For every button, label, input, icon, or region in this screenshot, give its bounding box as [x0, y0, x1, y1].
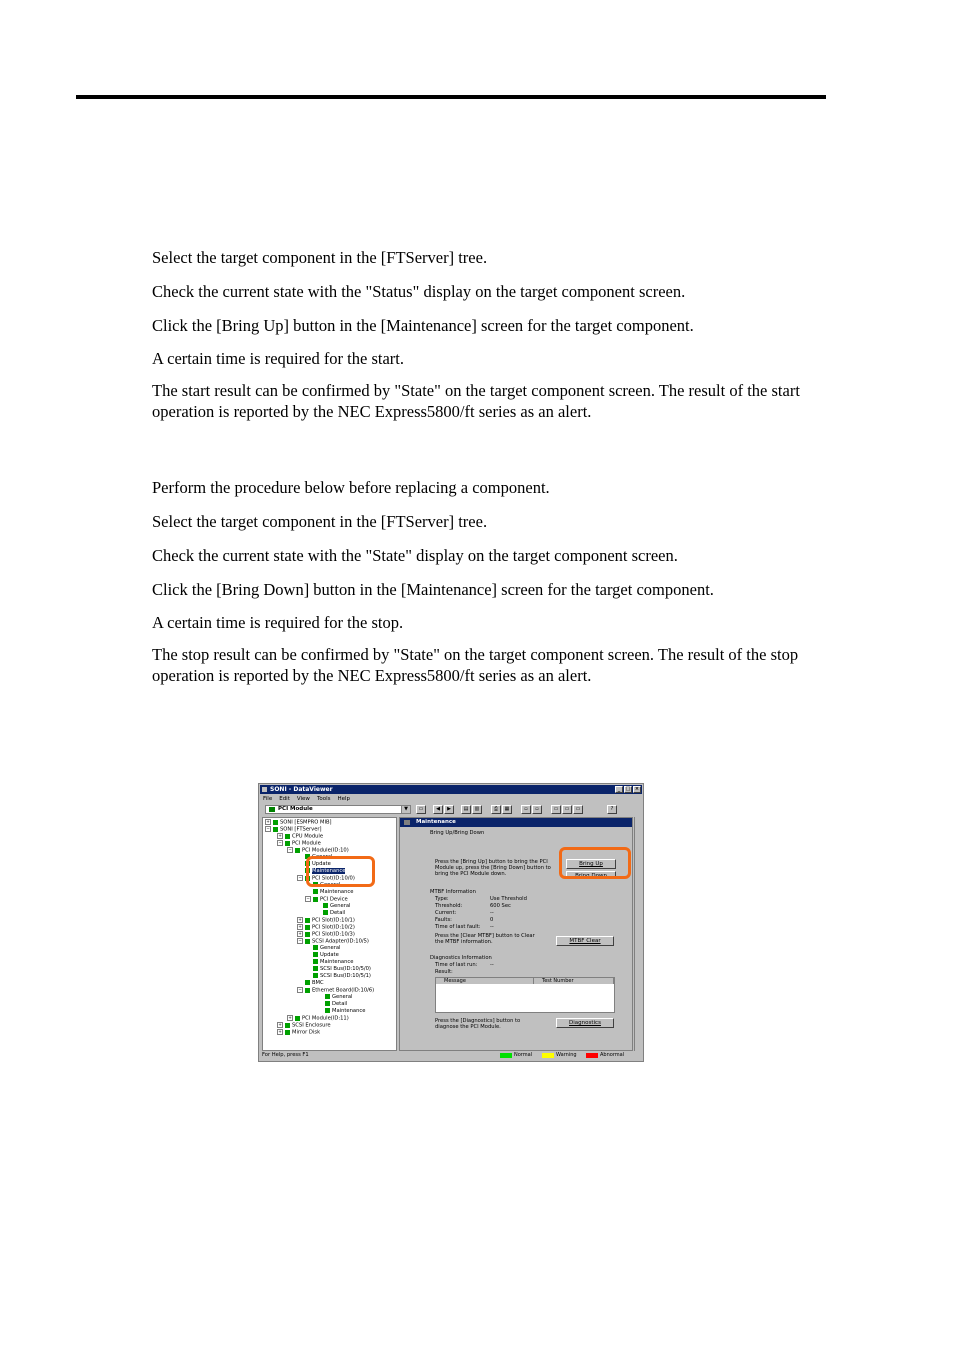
tree-node[interactable]: Maintenance — [313, 889, 353, 895]
tree-node[interactable]: Detail — [323, 910, 345, 916]
tree-node[interactable]: General — [313, 945, 340, 951]
tree-node[interactable]: + PCI Module(ID:11) — [288, 1015, 349, 1022]
normal-swatch — [500, 1053, 512, 1058]
bring-up-button[interactable]: Bring Up — [566, 859, 616, 869]
mtbf-key: Faults: — [435, 917, 452, 923]
diag-result-label: Result: — [435, 969, 453, 975]
col-message[interactable]: Message — [436, 978, 534, 984]
tree-node[interactable]: General — [305, 854, 332, 860]
diag-time-label: Time of last run: — [435, 962, 478, 968]
ftserver-tree — [262, 817, 397, 1051]
highlight-bring-up-button — [559, 847, 631, 879]
forward-icon[interactable]: ▶ — [444, 805, 454, 814]
mtbf-clear-text: the MTBF information. — [435, 939, 493, 945]
folder-icon[interactable]: ▭ — [416, 805, 426, 814]
pane-title: Maintenance — [416, 819, 456, 825]
maximize-button[interactable]: □ — [625, 786, 631, 792]
tree-node[interactable]: SCSI Bus(ID:10/5/1) — [313, 973, 371, 979]
paste-icon[interactable]: ▥ — [472, 805, 482, 814]
header-rule — [76, 95, 826, 99]
tree-node[interactable]: Update — [313, 952, 339, 958]
module-icon — [269, 807, 275, 812]
help-icon[interactable]: ? — [607, 805, 617, 814]
bring-down-button[interactable]: Bring Down — [566, 871, 616, 879]
toolbar — [263, 804, 639, 815]
step-text: Click the [Bring Up] button in the [Maintenance] screen for the target component. — [152, 316, 694, 335]
bring-text: Press the [Bring Up] button to bring the PCI — [435, 859, 548, 865]
legend-abnormal: Abnormal — [586, 1052, 624, 1059]
tree-node[interactable]: + SONI [ESMPRO MIB] — [266, 819, 332, 826]
menu-help[interactable]: Help — [337, 796, 351, 802]
tree-node[interactable]: − PCI Module(ID:10) — [288, 847, 349, 854]
step-text: The start result can be confirmed by "State" on the target component screen. The result of the start operation is reported by the NEC Express5800/ft series as an alert. — [152, 381, 800, 421]
app-icon — [262, 787, 267, 792]
step-text: Click the [Bring Down] button in the [Maintenance] screen for the target component. — [152, 580, 714, 599]
step-text: The stop result can be confirmed by "State" on the target component screen. The result of the stop operation is reported by the NEC Express5800/ft series as an alert. — [152, 645, 799, 685]
bring-text: bring the PCI Module down. — [435, 871, 507, 877]
tree-node[interactable]: + Mirror Disk — [278, 1029, 321, 1036]
diag-results-table[interactable] — [435, 977, 615, 1013]
step-text: Select the target component in the [FTServer] tree. — [152, 512, 488, 531]
window-titlebar — [260, 785, 642, 794]
intro-text: Perform the procedure below before replacing a component. — [152, 478, 550, 497]
tool-icon[interactable]: ▫ — [521, 805, 531, 814]
pane-header — [400, 818, 632, 827]
maintenance-icon — [404, 820, 410, 825]
tree-node[interactable]: Maintenance — [325, 1008, 365, 1014]
view-icon[interactable]: ▭ — [573, 805, 583, 814]
dataviewer-window — [258, 783, 644, 1062]
component-combo[interactable] — [265, 805, 411, 814]
mtbf-key: Threshold: — [435, 903, 463, 909]
mtbf-clear-text: Press the [Clear MTBF] button to Clear — [435, 933, 535, 939]
tree-node[interactable]: + PCI Slot(ID:10/2) — [298, 924, 355, 931]
minimize-button[interactable]: _ — [615, 786, 623, 793]
tree-node[interactable]: BMC — [305, 980, 324, 986]
copy-icon[interactable]: ▤ — [461, 805, 471, 814]
tree-node[interactable]: − Ethernet Board(ID:10/6) — [298, 987, 375, 994]
tree-node[interactable]: − PCI Slot(ID:10/0) — [298, 875, 355, 882]
view-icon[interactable]: ▭ — [551, 805, 561, 814]
mtbf-clear-button[interactable]: MTBF Clear — [556, 936, 614, 946]
tree-node[interactable]: Maintenance — [313, 959, 353, 965]
abnormal-swatch — [586, 1053, 598, 1058]
tree-node[interactable]: Update — [305, 861, 331, 867]
vertical-scrollbar[interactable] — [634, 817, 643, 1051]
step-text: Select the target component in the [FTServer] tree. — [152, 248, 488, 267]
legend-warning: Warning — [542, 1052, 577, 1059]
step-text: A certain time is required for the stop. — [152, 613, 404, 632]
mtbf-group-label: MTBF Information — [430, 889, 476, 895]
status-bar — [260, 1051, 642, 1060]
diag-text: diagnose the PCI Module. — [435, 1024, 501, 1030]
tree-node[interactable]: General — [323, 903, 350, 909]
chevron-down-icon[interactable]: ▼ — [401, 806, 410, 813]
mtbf-key: Current: — [435, 910, 457, 916]
diagnostics-button[interactable]: Diagnostics — [556, 1018, 614, 1028]
mtbf-value: 600 Sec — [490, 903, 511, 909]
warning-swatch — [542, 1053, 554, 1058]
tool-icon[interactable]: ▫ — [532, 805, 542, 814]
tree-node[interactable]: − SONI [FTServer] — [266, 826, 322, 833]
highlight-maintenance-node — [306, 856, 375, 887]
mtbf-key: Type: — [435, 896, 449, 902]
mtbf-key: Time of last fault: — [435, 924, 481, 930]
tree-node-maintenance[interactable]: Maintenance — [305, 868, 345, 874]
close-button[interactable]: × — [634, 786, 640, 792]
window-title: SONI - DataViewer — [270, 786, 333, 793]
tree-node[interactable]: + SCSI Enclosure — [278, 1022, 331, 1029]
bring-group-label: Bring Up/Bring Down — [430, 830, 485, 836]
bring-text: Module up, press the [Bring Down] button to — [435, 865, 551, 871]
col-test-number[interactable]: Test Number — [534, 978, 614, 984]
tree-node[interactable]: General — [313, 882, 340, 888]
menu-tools[interactable]: Tools — [316, 796, 331, 802]
tree-node[interactable]: − PCI Device — [306, 896, 348, 903]
menu-file[interactable]: File — [263, 796, 273, 802]
tree-node[interactable]: + PCI Slot(ID:10/3) — [298, 931, 355, 938]
tree-node[interactable]: + CPU Module — [278, 833, 324, 840]
diag-group-label: Diagnostics Information — [430, 955, 492, 961]
menu-view[interactable]: View — [296, 796, 310, 802]
status-text: For Help, press F1 — [262, 1052, 309, 1058]
legend-normal: Normal — [500, 1052, 532, 1059]
mtbf-value: -- — [490, 924, 494, 930]
tree-node[interactable]: + PCI Slot(ID:10/1) — [298, 917, 355, 924]
diag-time-value: -- — [490, 962, 494, 968]
menu-bar — [263, 795, 350, 803]
tree-node[interactable]: Detail — [325, 1001, 347, 1007]
step-text: Check the current state with the "Status" display on the target component screen. — [152, 282, 686, 301]
tree-node[interactable]: SCSI Bus(ID:10/5/0) — [313, 966, 371, 972]
view-icon[interactable]: ▭ — [562, 805, 572, 814]
print-icon[interactable]: ⎙ — [491, 805, 501, 814]
tree-node[interactable]: − SCSI Adapter(ID:10/5) — [298, 938, 369, 945]
back-icon[interactable]: ◀ — [433, 805, 443, 814]
mtbf-value: Use Threshold — [490, 896, 527, 902]
mtbf-value: 0 — [490, 917, 494, 923]
tree-node[interactable]: General — [325, 994, 352, 1000]
step-text: Check the current state with the "State" display on the target component screen. — [152, 546, 678, 565]
diag-text: Press the [Diagnostics] button to — [435, 1018, 521, 1024]
combo-value: PCI Module — [278, 806, 313, 812]
mtbf-value: -- — [490, 910, 494, 916]
step-text: A certain time is required for the start. — [152, 349, 404, 368]
menu-edit[interactable]: Edit — [279, 796, 290, 802]
preview-icon[interactable]: ▦ — [502, 805, 512, 814]
tree-node[interactable]: − PCI Module — [278, 840, 321, 847]
